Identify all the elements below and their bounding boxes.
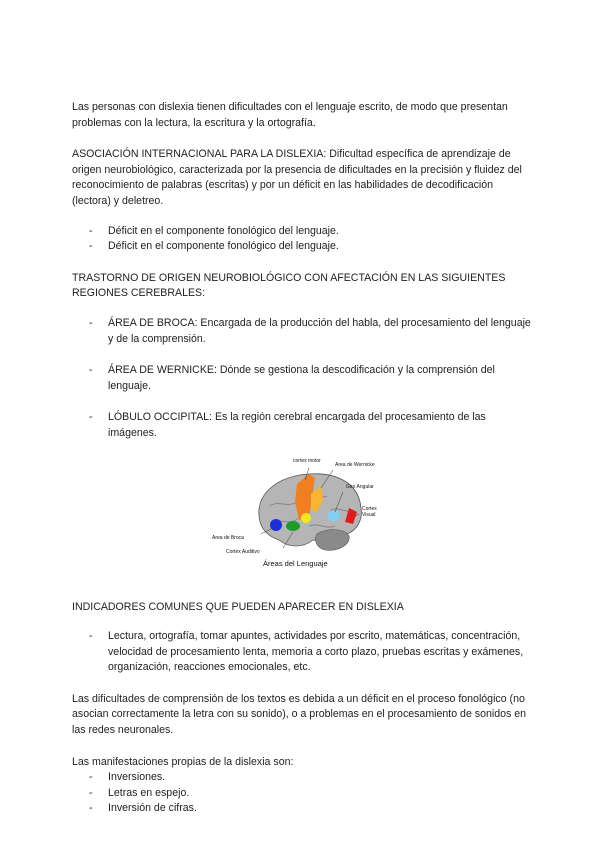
deficit-list [72,224,532,255]
list-item: - ÁREA DE BROCA: Encargada de la producción del habla, del procesamiento del lenguaje y de la comprensión. [72,316,532,347]
angular-gyrus-yellow [301,513,311,523]
document-body [72,100,532,817]
label-wernicke: Area de Wernicke [335,461,375,468]
comprehension-paragraph: Las dificultades de comprensión de los textos es debida a un déficit en el proceso fonológico (no asocian correctamente la letra con su sonido), o a problemas en el procesamiento de sonidos en las redes neuronales. [72,692,527,737]
label-cortex-auditivo: Cortex Auditivo [226,548,260,555]
intro-paragraph: Las personas con dislexia tienen dificultades con el lenguaje escrito, de modo que presentan problemas con la lectura, la escritura y la ortografía. [72,101,508,129]
list-item: - Lectura, ortografía, tomar apuntes, actividades por escrito, matemáticas, concentración, velocidad de procesamiento lenta, memoria a corto plazo, pruebas escritas y exámenes, organización, reacciones emocionales, etc. [72,629,532,676]
manifestations-list [72,770,532,817]
list-item: - LÓBULO OCCIPITAL: Es la región cerebral encargada del procesamiento de las imágenes. [72,410,532,441]
label-cortex-motor: cortex motor [293,457,321,464]
broca-area [270,519,282,531]
indicators-list [72,629,532,676]
list-item: - ÁREA DE WERNICKE: Dónde se gestiona la descodificación y la comprensión del lenguaje. [72,363,532,394]
label-giro-angular: Giro Angular [346,483,374,490]
manifestations-heading: Las manifestaciones propias de la dislexia son: [72,755,294,768]
list-item: - Déficit en el componente fonológico del lenguaje. [72,239,532,255]
indicators-heading: INDICADORES COMUNES QUE PUEDEN APARECER EN DISLEXIA [72,600,404,613]
association-definition: ASOCIACIÓN INTERNACIONAL PARA LA DISLEXIA: Dificultad específica de aprendizaje de origen neurobiológico, caracterizada por la presencia de dificultades en la precisión y fluidez del reconocimiento de palabras (escritas) y por un déficit en las habilidades de decodificación (lectora) y deletreo. [72,148,522,207]
disorder-heading: TRASTORNO DE ORIGEN NEUROBIOLÓGICO CON AFECTACIÓN EN LAS SIGUIENTES REGIONES CEREBRALES: [72,271,506,300]
list-item: - Inversión de cifras. [72,801,532,817]
list-item: - Letras en espejo. [72,786,532,802]
label-cortex-visual-2: Visual [362,511,376,518]
cerebellum [315,529,349,550]
label-cortex-visual-1: Cortex [362,505,377,512]
brain-language-areas-figure [209,456,409,580]
label-broca: Area de Broca [212,534,244,541]
auditory-cortex-area [286,521,300,531]
figure-caption: Áreas del Lenguaje [263,558,328,568]
list-item: - Inversiones. [72,770,532,786]
brain-regions-list [72,316,532,442]
list-item: - Déficit en el componente fonológico del lenguaje. [72,224,532,240]
